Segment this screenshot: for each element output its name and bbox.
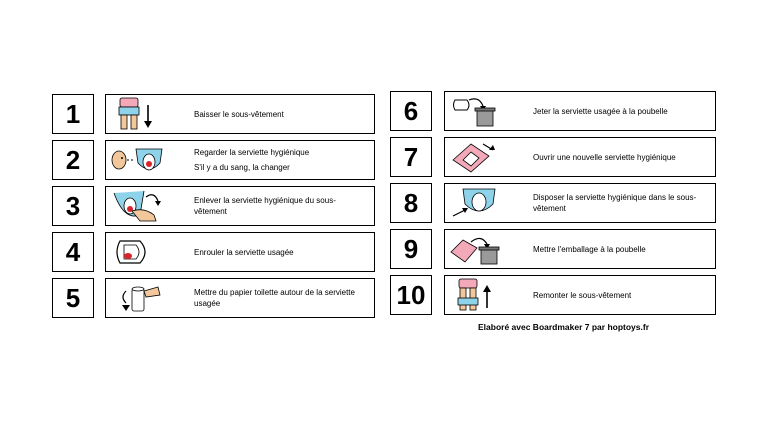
step-card [444, 229, 716, 269]
step-number: 8 [390, 183, 432, 223]
step-text-line: Remonter le sous-vêtement [533, 290, 632, 300]
step-text [194, 141, 368, 179]
step-card [105, 186, 375, 226]
underwear-down-icon [110, 97, 164, 131]
remove-pad-icon [110, 189, 164, 223]
step-5 [52, 278, 376, 318]
step-text-line: Ouvrir une nouvelle serviette hygiénique [533, 152, 676, 162]
step-card [444, 183, 716, 223]
step-number: 6 [390, 91, 432, 131]
open-pad-icon [449, 140, 503, 174]
step-text [533, 92, 709, 130]
step-2 [52, 140, 376, 180]
step-8 [390, 183, 718, 223]
step-text [533, 276, 709, 314]
step-text-line: Baisser le sous-vêtement [194, 109, 284, 119]
step-9 [390, 229, 718, 269]
throw-in-bin-icon [449, 94, 503, 128]
step-number: 3 [52, 186, 94, 226]
underwear-up-icon [449, 278, 503, 312]
step-4 [52, 232, 376, 272]
step-text-line: Jeter la serviette usagée à la poubelle [533, 106, 668, 116]
step-text-line: Mettre du papier toilette autour de la serviette usagée [194, 288, 355, 308]
roll-pad-icon [110, 235, 164, 269]
step-10 [390, 275, 718, 315]
step-text-line: Disposer la serviette hygiénique dans le sous-vêtement [533, 193, 697, 213]
step-number: 4 [52, 232, 94, 272]
step-text [194, 233, 368, 271]
step-text [533, 230, 709, 268]
toilet-paper-icon [110, 281, 164, 315]
step-text-line: Enrouler la serviette usagée [194, 247, 294, 257]
wrapper-in-bin-icon [449, 232, 503, 266]
step-7 [390, 137, 718, 177]
step-card [444, 91, 716, 131]
step-card [444, 275, 716, 315]
step-card [444, 137, 716, 177]
step-text [194, 187, 368, 225]
step-number: 7 [390, 137, 432, 177]
step-text [194, 279, 368, 317]
step-text [533, 184, 709, 222]
step-card [105, 232, 375, 272]
step-number: 9 [390, 229, 432, 269]
step-3 [52, 186, 376, 226]
step-number: 1 [52, 94, 94, 134]
step-text [533, 138, 709, 176]
place-pad-icon [449, 186, 503, 220]
look-at-pad-icon [110, 143, 164, 177]
step-number: 10 [390, 275, 432, 315]
step-text-line: Regarder la serviette hygiénique [194, 148, 310, 157]
step-text [194, 95, 368, 133]
step-card [105, 140, 375, 180]
step-text-line: Enlever la serviette hygiénique du sous-vêtement [194, 196, 336, 216]
footer-credit: Elaboré avec Boardmaker 7 par hoptoys.fr [478, 322, 650, 332]
step-6 [390, 91, 718, 131]
step-text-line: Mettre l'emballage à la poubelle [533, 244, 646, 254]
step-number: 5 [52, 278, 94, 318]
step-number: 2 [52, 140, 94, 180]
step-card [105, 278, 375, 318]
step-card [105, 94, 375, 134]
step-1 [52, 94, 376, 134]
step-text-line: S'il y a du sang, la changer [194, 163, 290, 172]
